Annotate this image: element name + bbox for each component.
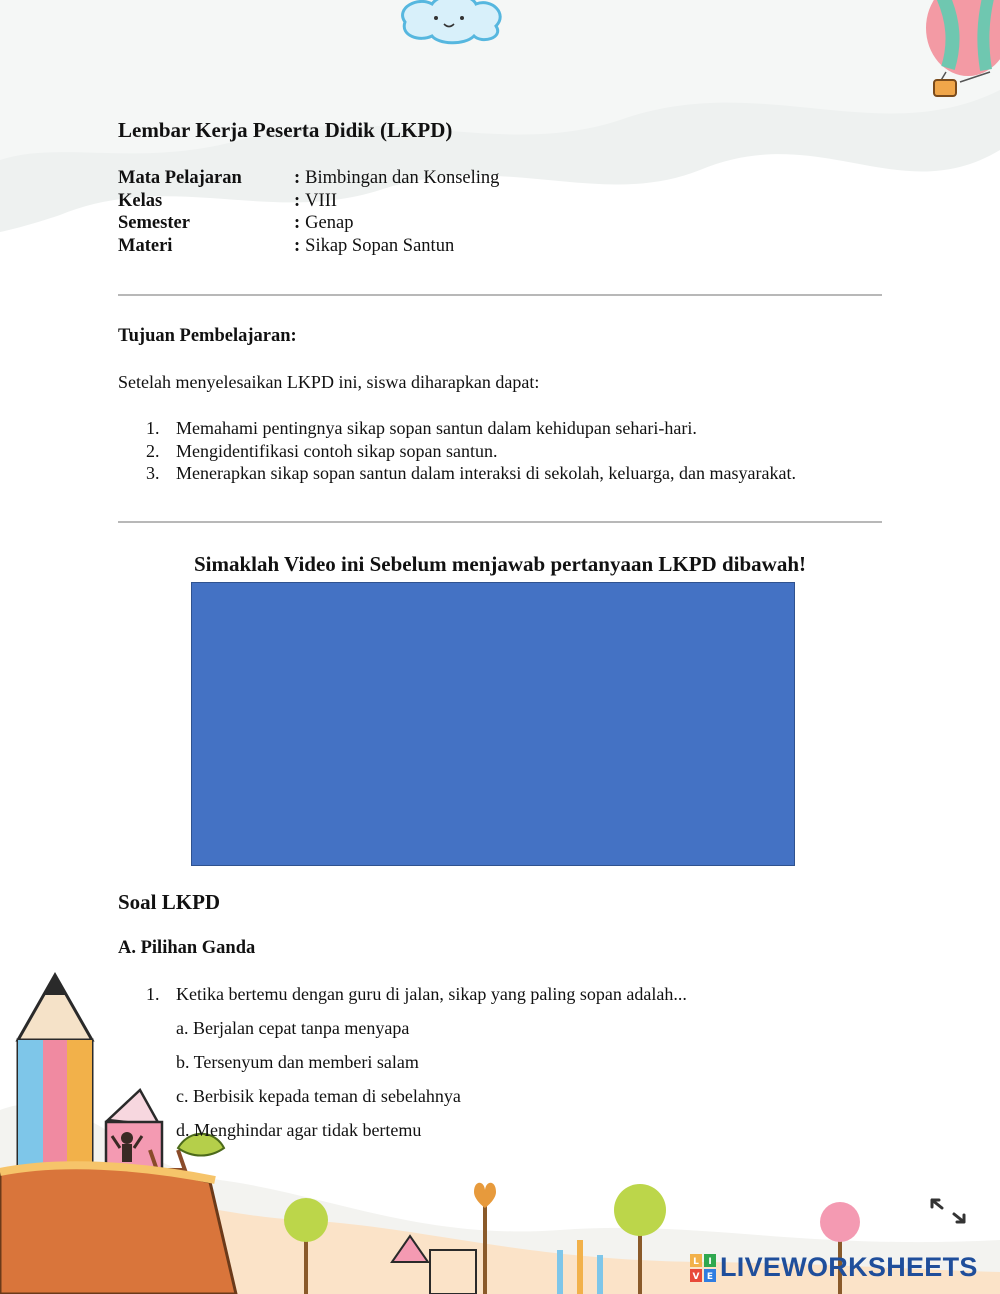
goals-list <box>146 417 796 485</box>
video-heading: Simaklah Video ini Sebelum menjawab pertanyaan LKPD dibawah! <box>193 552 806 576</box>
meta-colon: : <box>294 168 301 188</box>
soal-heading: Soal LKPD <box>118 890 221 914</box>
liveworksheets-logo[interactable] <box>690 1252 978 1283</box>
document-title: Lembar Kerja Peserta Didik (LKPD) <box>118 118 453 142</box>
list-number: 2. <box>146 440 160 461</box>
meta-label: Materi <box>118 235 173 256</box>
mark-letter: V <box>692 1271 700 1282</box>
question-number: 1. <box>146 984 160 1004</box>
list-number: 1. <box>146 418 160 438</box>
answer-option-a[interactable]: a. Berjalan cepat tanpa menyapa <box>176 1018 410 1038</box>
answer-option-c[interactable]: c. Berbisik kepada teman di sebelahnya <box>176 1086 461 1106</box>
list-text: Menerapkan sikap sopan santun dalam interaksi di sekolah, keluarga, dan masyarakat. <box>176 463 796 483</box>
meta-row-mata-pelajaran <box>118 167 499 190</box>
meta-label: Mata Pelajaran <box>118 168 242 188</box>
question-1 <box>146 984 687 1005</box>
meta-value: Sikap Sopan Santun <box>305 235 455 256</box>
section-heading: A. Pilihan Ganda <box>118 938 256 958</box>
horizontal-rule <box>118 521 882 523</box>
meta-row-materi <box>118 235 499 258</box>
liveworksheets-mark-icon <box>690 1254 716 1282</box>
question-text: Ketika bertemu dengan guru di jalan, sikap yang paling sopan adalah... <box>176 984 687 1004</box>
meta-colon: : <box>294 235 301 256</box>
expand-icon[interactable] <box>928 1196 968 1226</box>
mark-letter: I <box>708 1256 712 1267</box>
list-text: Mengidentifikasi contoh sikap sopan santun. <box>176 440 498 461</box>
mark-letter: L <box>693 1256 699 1267</box>
list-number: 3. <box>146 463 160 483</box>
list-text: Memahami pentingnya sikap sopan santun dalam kehidupan sehari-hari. <box>176 418 697 438</box>
horizontal-rule <box>118 294 882 296</box>
meta-value: Bimbingan dan Konseling <box>305 168 500 188</box>
answer-option-d[interactable]: d. Menghindar agar tidak bertemu <box>176 1120 422 1140</box>
list-item <box>146 440 796 463</box>
mark-letter: E <box>706 1271 714 1282</box>
meta-label: Semester <box>118 213 190 233</box>
goals-heading: Tujuan Pembelajaran: <box>118 326 297 346</box>
list-item <box>146 462 796 485</box>
meta-label: Kelas <box>118 190 163 211</box>
meta-colon: : <box>294 190 301 211</box>
document-meta <box>118 167 499 257</box>
meta-value: Genap <box>305 213 354 233</box>
liveworksheets-logo-text: LIVEWORKSHEETS <box>720 1252 978 1282</box>
meta-row-semester <box>118 212 499 235</box>
meta-value: VIII <box>305 190 338 211</box>
video-player[interactable] <box>191 582 795 866</box>
meta-colon: : <box>294 213 301 233</box>
goals-intro: Setelah menyelesaikan LKPD ini, siswa diharapkan dapat: <box>118 372 540 392</box>
meta-row-kelas <box>118 190 499 213</box>
answer-option-b[interactable]: b. Tersenyum dan memberi salam <box>176 1052 419 1072</box>
list-item <box>146 417 796 440</box>
